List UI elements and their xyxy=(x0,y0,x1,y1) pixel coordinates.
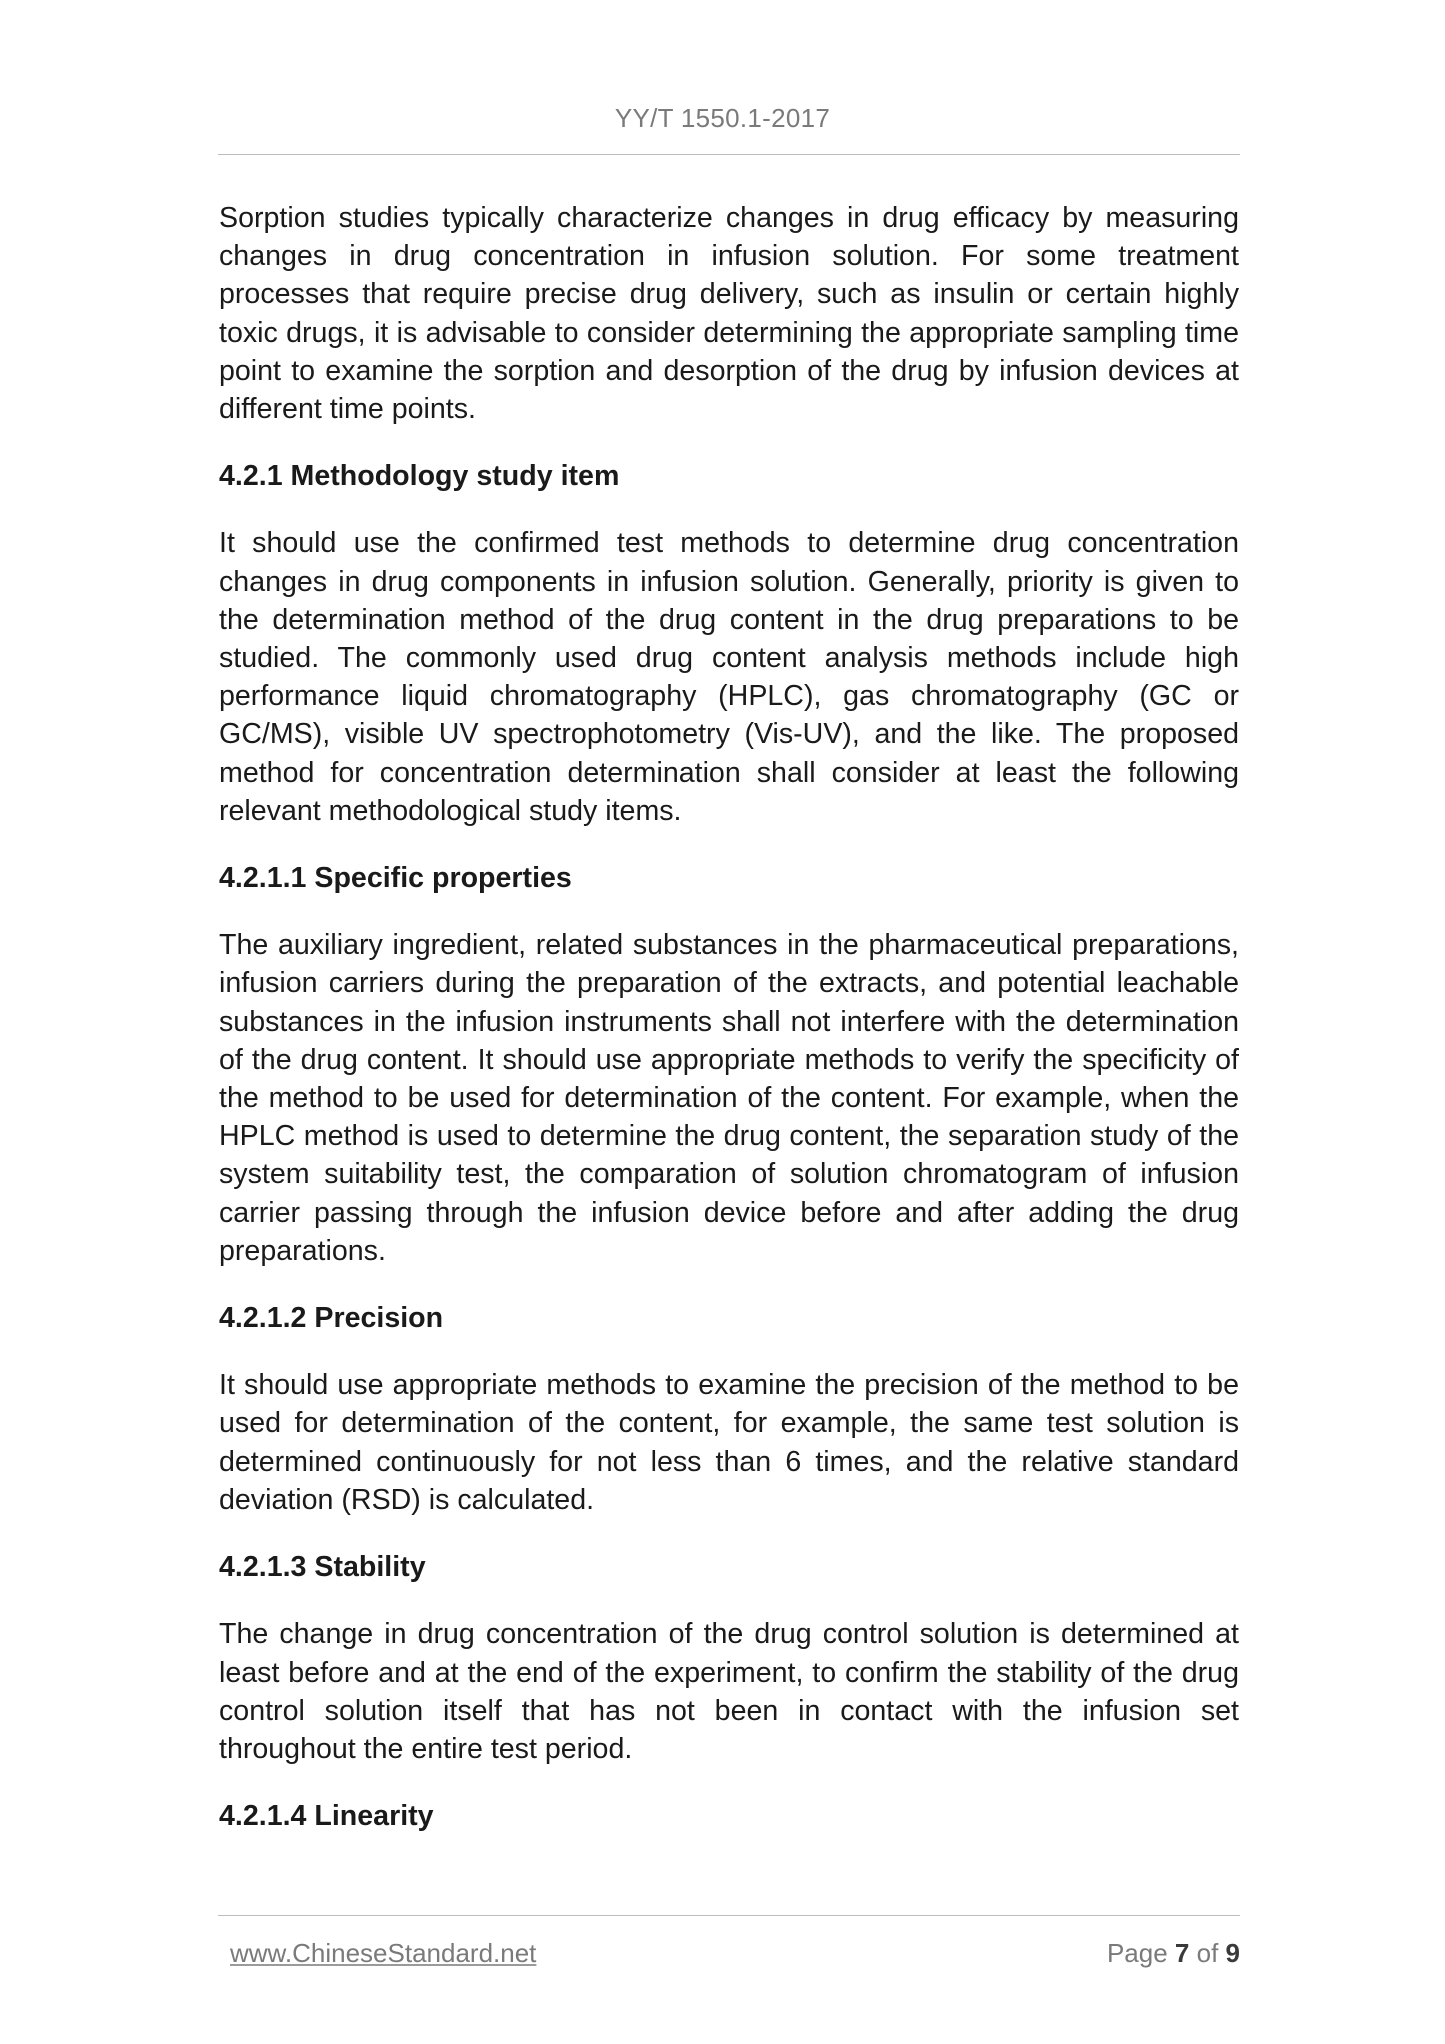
page-indicator xyxy=(1107,1938,1240,1969)
section-4-2-1-2-paragraph: It should use appropriate methods to examine the precision of the method to be used for determination of the content, for example, the same test solution is determined continuously for not less than 6 times, and the relative standard deviation (RSD) is calculated. xyxy=(219,1369,1239,1516)
section-4-2-1-3-paragraph: The change in drug concentration of the drug control solution is determined at least before and at the end of the experiment, to confirm the stability of the drug control solution itself that has not been in contact with the infusion set throughout the entire test period. xyxy=(219,1618,1239,1765)
page-word: Page xyxy=(1106,1938,1168,1968)
section-4-2-1-paragraph: It should use the confirmed test methods to determine drug concentration changes in drug components in infusion solution. Generally, priority is given to the determination method of the drug content in the drug preparations to be studied. The commonly used drug content analysis methods include high performance liquid chromatography (HPLC), gas chromatography (GC or GC/MS), visible UV spectrophotometry (Vis-UV), and the like. The proposed method for concentration determination shall consider at least the following relevant methodological study items. xyxy=(219,527,1239,827)
section-4-2-1-1-paragraph: The auxiliary ingredient, related substances in the pharmaceutical preparations, infusion carriers during the preparation of the extracts, and potential leachable substances in the infusion instruments shall not interfere with the determination of the drug content. It should use appropriate methods to verify the specificity of the method to be used for determination of the content. For example, when the HPLC method is used to determine the drug content, the separation study of the system suitability test, the comparation of solution chromatogram of infusion carrier passing through the infusion device before and after adding the drug preparations. xyxy=(219,929,1239,1267)
intro-paragraph: Sorption studies typically characterize changes in drug efficacy by measuring changes in drug concentration in infusion solution. For some treatment processes that require precise drug delivery, such as insulin or certain highly toxic drugs, it is advisable to consider determining the appropriate sampling time point to examine the sorption and desorption of the drug by infusion devices at different time points. xyxy=(219,202,1239,426)
page-content xyxy=(219,199,1239,1835)
website-link[interactable]: www.ChineseStandard.net xyxy=(230,1938,537,1968)
header-divider xyxy=(218,154,1240,155)
section-4-2-1-1-heading: 4.2.1.1 Specific properties xyxy=(219,862,572,895)
section-4-2-1-3-heading: 4.2.1.3 Stability xyxy=(219,1551,426,1584)
page-of-word: of xyxy=(1196,1938,1219,1968)
section-4-2-1-2-heading: 4.2.1.2 Precision xyxy=(219,1302,444,1335)
footer-divider xyxy=(218,1915,1240,1916)
section-4-2-1-heading: 4.2.1 Methodology study item xyxy=(219,460,620,493)
total-pages-number: 9 xyxy=(1225,1938,1240,1968)
standard-code-header: YY/T 1550.1-2017 xyxy=(614,103,831,133)
current-page-number: 7 xyxy=(1174,1938,1190,1968)
section-4-2-1-4-heading: 4.2.1.4 Linearity xyxy=(219,1800,434,1833)
